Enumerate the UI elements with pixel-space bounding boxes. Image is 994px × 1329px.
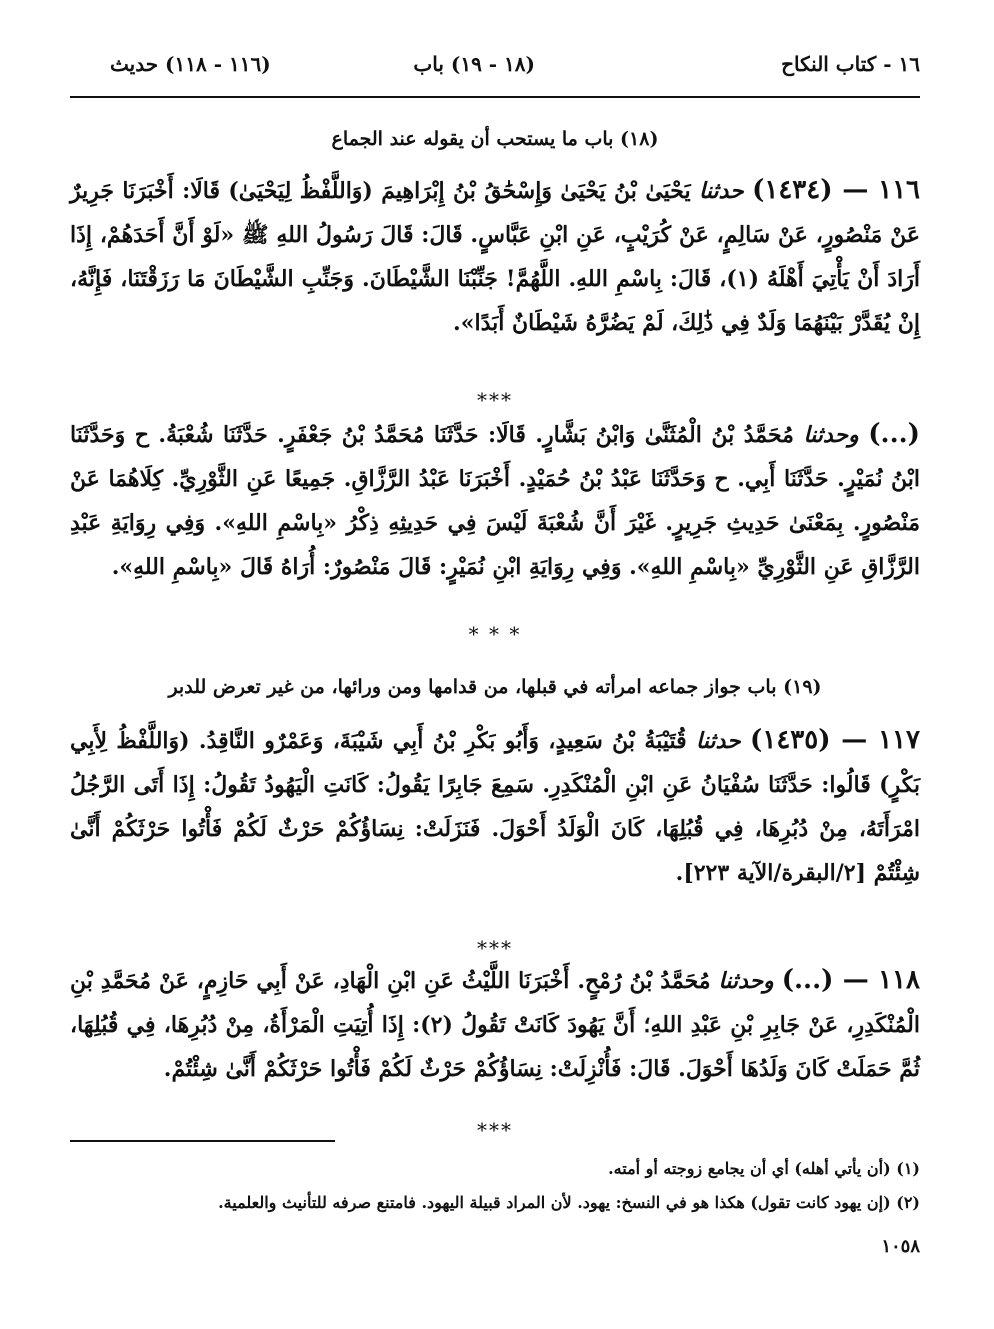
- hadith-116b-haddathana: وحدثنا: [803, 422, 859, 448]
- chapter-18-title: (١٨) باب ما يستحب أن يقوله عند الجماع: [331, 128, 659, 150]
- footnote-divider: [70, 1140, 335, 1142]
- separator-stars-3: ***: [477, 936, 513, 960]
- hadith-116-number: ١١٦ — (١٤٣٤): [752, 175, 921, 205]
- header-divider: [70, 96, 920, 98]
- hadith-117: [70, 718, 920, 895]
- hadith-116b-text: مُحَمَّدُ بْنُ الْمُثَنَّىٰ وَابْنُ بَشَّارٍ. قَالَا: حَدَّثَنَا مُحَمَّدُ بْنُ جَعْفَرٍ. حَدَّثَنَا شُعْبَةُ. ح وَحَدَّثَنَا ابْنُ نُمَيْرٍ. حَدَّثَنَا أَبِي. ح وَحَدَّثَنَا عَبْدُ بْنُ حُمَيْدٍ. أَخْبَرَنَا عَبْدُ الرَّزَّاقِ. جَمِيعًا عَنِ الثَّوْرِيِّ. كِلَاهُمَا عَنْ مَنْصُورٍ. بِمَعْنَىٰ حَدِيثِ جَرِيرٍ. غَيْرَ أَنَّ شُعْبَةَ لَيْسَ فِي حَدِيثِهِ ذِكْرُ «بِاسْمِ اللهِ». وَفِي رِوَايَةِ عَبْدِ الرَّزَّاقِ عَنِ الثَّوْرِيِّ «بِاسْمِ اللهِ». وَفِي رِوَايَةِ ابْنِ نُمَيْرٍ: قَالَ مَنْصُورٌ: أُرَاهُ قَالَ «بِاسْمِ اللهِ».: [70, 422, 920, 580]
- header-bab-range: (١٨ - ١٩) باب: [413, 52, 535, 76]
- hadith-118: [70, 958, 920, 1091]
- footnote-1: (١) (أن يأتي أهله) أي أن يجامع زوجته أو أمته.: [608, 1159, 920, 1178]
- hadith-117-number: ١١٧ — (١٤٣٥): [750, 725, 920, 755]
- footnote-2: (٢) (إن يهود كانت تقول) هكذا هو في النسخ: يهود. لأن المراد قبيلة اليهود. فامتنع صرفه للتأنيث والعلمية.: [218, 1193, 920, 1212]
- hadith-118-haddathana: وحدثنا: [718, 968, 774, 994]
- hadith-116b-number: (...): [868, 419, 920, 449]
- footnotes: [70, 1152, 920, 1220]
- separator-stars-2: * * *: [468, 622, 522, 646]
- separator-stars-4: ***: [477, 1118, 513, 1142]
- page-number: ١٠٥٨: [881, 1236, 920, 1257]
- hadith-116-haddathana: حدثنا: [699, 178, 744, 204]
- hadith-116-b: [70, 412, 920, 589]
- hadith-118-number: ١١٨ — (...): [781, 965, 920, 995]
- header-hadith-range: (١١٦ - ١١٨) حديث: [110, 52, 271, 76]
- running-header: [70, 52, 920, 92]
- hadith-118-text: مُحَمَّدُ بْنُ رُمْحٍ. أَخْبَرَنَا اللَّيْثُ عَنِ ابْنِ الْهَادِ، عَنْ أَبِي حَازِمٍ، عَنْ مُحَمَّدِ بْنِ الْمُنْكَدِرِ، عَنْ جَابِرِ بْنِ عَبْدِ اللهِ؛ أَنَّ يَهُودَ كَانَتْ تَقُولُ (٢): إِذَا أُتِيَتِ الْمَرْأَةُ، مِنْ دُبُرِهَا، فِي قُبُلِهَا، ثُمَّ حَمَلَتْ كَانَ وَلَدُهَا أَحْوَلَ. قَالَ: فَأُنْزِلَتْ: نِسَاؤُكُمْ حَرْثٌ لَكُمْ فَأْتُوا حَرْثَكُمْ أَنَّىٰ شِئْتُمْ.: [70, 968, 920, 1082]
- hadith-116: [70, 168, 920, 345]
- hadith-117-text: قُتَيْبَةُ بْنُ سَعِيدٍ، وَأَبُو بَكْرِ بْنُ أَبِي شَيْبَةَ، وَعَمْرٌو النَّاقِدُ. (وَاللَّفْظُ لِأَبِي بَكْرٍ) قَالُوا: حَدَّثَنَا سُفْيَانُ عَنِ ابْنِ الْمُنْكَدِرِ. سَمِعَ جَابِرًا يَقُولُ: كَانَتِ الْيَهُودُ تَقُولُ: إِذَا أَتَى الرَّجُلُ امْرَأَتَهُ، مِنْ دُبُرِهَا، فِي قُبُلِهَا، كَانَ الْوَلَدُ أَحْوَلَ. فَنَزَلَتْ: نِسَاؤُكُمْ حَرْثٌ لَكُمْ فَأْتُوا حَرْثَكُمْ أَنَّىٰ شِئْتُمْ [٢/البقرة/الآية ٢٢٣].: [70, 728, 920, 886]
- chapter-19-title: (١٩) باب جواز جماعه امرأته في قبلها، من قدامها ومن ورائها، من غير تعرض للدبر: [168, 676, 822, 698]
- separator-stars-1: ***: [477, 388, 513, 412]
- book-page: [70, 40, 920, 1300]
- header-book-title: ١٦ - كتاب النكاح: [781, 52, 920, 76]
- hadith-116-text: يَحْيَىٰ بْنُ يَحْيَىٰ وَإِسْحَٰقُ بْنُ إِبْرَاهِيمَ (وَاللَّفْظُ لِيَحْيَىٰ) قَالَا: أَخْبَرَنَا جَرِيرٌ عَنْ مَنْصُورٍ، عَنْ سَالِمٍ، عَنْ كُرَيْبٍ، عَنِ ابْنِ عَبَّاسٍ. قَالَ: قَالَ رَسُولُ اللهِ ﷺ «لَوْ أَنَّ أَحَدَهُمْ، إِذَا أَرَادَ أَنْ يَأْتِيَ أَهْلَهُ (١)، قَالَ: بِاسْمِ اللهِ. اللَّهُمَّ! جَنِّبْنَا الشَّيْطَانَ. وَجَنِّبِ الشَّيْطَانَ مَا رَزَقْتَنَا، فَإِنَّهُ، إِنْ يُقَدَّرْ بَيْنَهُمَا وَلَدٌ فِي ذَٰلِكَ، لَمْ يَضُرَّهُ شَيْطَانٌ أَبَدًا».: [70, 178, 920, 336]
- hadith-117-haddathana: حدثنا: [696, 728, 741, 754]
